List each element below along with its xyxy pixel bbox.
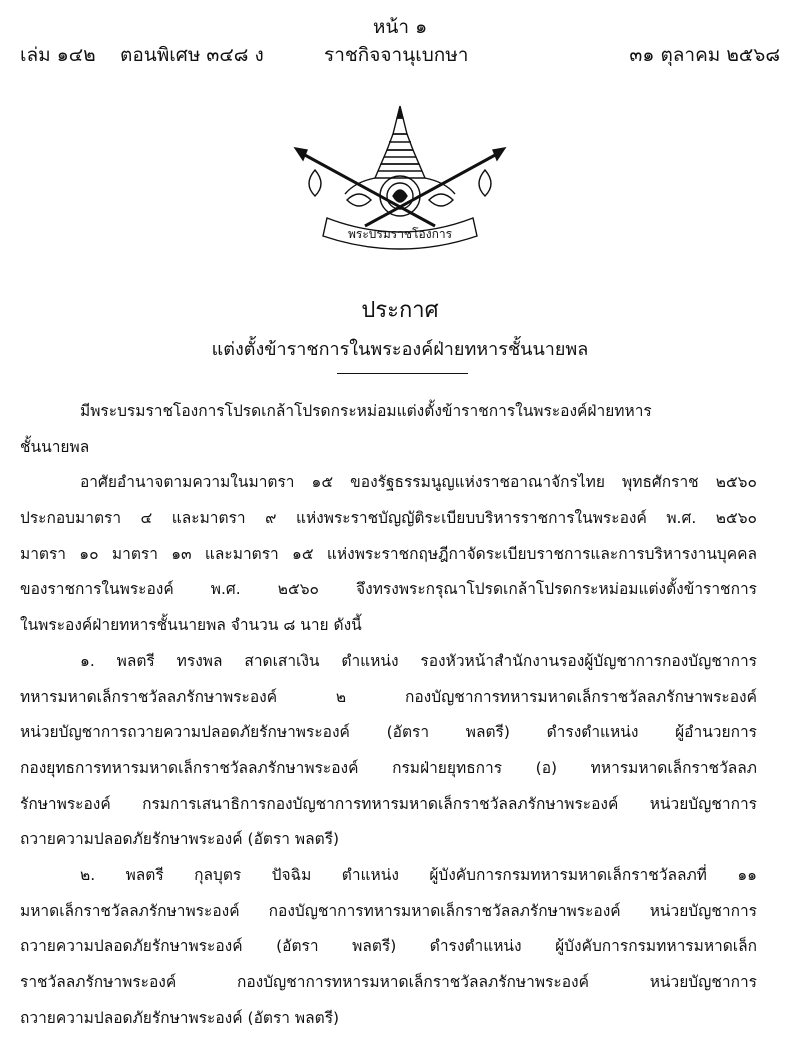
body-line: ถวายความปลอดภัยรักษาพระองค์ (อัตรา พลตรี) [20,1008,340,1027]
document-body [20,394,757,1036]
issue-label: ตอนพิเศษ ๓๔๘ ง [120,44,264,66]
body-line: ประกอบมาตรา ๔ และมาตรา ๙ แห่งพระราชบัญญัติระเบียบบริหารราชการในพระองค์ พ.ศ. ๒๕๖๐ [20,509,757,528]
body-line: รักษาพระองค์ กรมการเสนาธิการกองบัญชาการทหารมหาดเล็กราชวัลลภรักษาพระองค์ หน่วยบัญชาการ [20,794,757,813]
body-line: มาตรา ๑๐ มาตรา ๑๓ และมาตรา ๑๕ แห่งพระราชกฤษฎีกาจัดระเบียบราชการและการบริหารงานบุคคล [20,544,757,563]
body-line: มหาดเล็กราชวัลลภรักษาพระองค์ กองบัญชาการทหารมหาดเล็กราชวัลลภรักษาพระองค์ หน่วยบัญชาการ [20,901,757,920]
body-line: หน่วยบัญชาการถวายความปลอดภัยรักษาพระองค์ (อัตรา พลตรี) ดำรงตำแหน่ง ผู้อำนวยการ [20,723,757,742]
body-line: ในพระองค์ฝ่ายทหารชั้นนายพล จำนวน ๘ นาย ดังนี้ [20,616,362,635]
body-line: ทหารมหาดเล็กราชวัลลภรักษาพระองค์ ๒ กองบัญชาการทหารมหาดเล็กราชวัลลภรักษาพระองค์ [20,687,757,706]
body-line: กองยุทธการทหารมหาดเล็กราชวัลลภรักษาพระองค์ กรมฝ่ายยุทธการ (อ) ทหารมหาดเล็กราชวัลลภ [20,758,757,777]
body-line: ถวายความปลอดภัยรักษาพระองค์ (อัตรา พลตรี) [20,830,340,849]
body-line: มีพระบรมราชโองการโปรดเกล้าโปรดกระหม่อมแต่งตั้งข้าราชการในพระองค์ฝ่ายทหาร [80,402,652,420]
page-number: หน้า ๑ [372,16,428,38]
body-line: ๑. พลตรี ทรงพล สาดเสาเงิน ตำแหน่ง รองหัวหน้าสำนักงานรองผู้บัญชาการกองบัญชาการ [80,651,757,670]
body-line: ของราชการในพระองค์ พ.ศ. ๒๕๖๐ จึงทรงพระกรุณาโปรดเกล้าโปรดกระหม่อมแต่งตั้งข้าราชการ [20,580,757,599]
gazette-header [20,40,780,66]
publication-date: ๓๑ ตุลาคม ๒๕๖๘ [629,44,780,66]
body-line: ๒. พลตรี กุลบุตร ปัจฉิม ตำแหน่ง ผู้บังคับการกรมทหารมหาดเล็กราชวัลลภที่ ๑๑ [80,865,757,884]
body-line: ชั้นนายพล [20,437,90,456]
svg-text:พระบรมราชโองการ: พระบรมราชโองการ [347,227,453,241]
body-line: ถวายความปลอดภัยรักษาพระองค์ (อัตรา พลตรี) ดำรงตำแหน่ง ผู้บังคับการกรมทหารมหาดเล็ก [20,937,757,956]
title-divider [337,373,468,374]
volume-label: เล่ม ๑๔๒ [20,44,96,66]
document-title: ประกาศ [361,298,439,323]
document-subtitle: แต่งตั้งข้าราชการในพระองค์ฝ่ายทหารชั้นนายพล [211,339,589,360]
royal-cipher-emblem-icon [285,104,515,254]
body-line: ราชวัลลภรักษาพระองค์ กองบัญชาการทหารมหาดเล็กราชวัลลภรักษาพระองค์ หน่วยบัญชาการ [20,973,757,991]
body-line: อาศัยอำนาจตามความในมาตรา ๑๕ ของรัฐธรรมนูญแห่งราชอาณาจักรไทย พุทธศักราช ๒๕๖๐ [80,473,757,492]
gazette-name: ราชกิจจานุเบกษา [324,44,469,66]
